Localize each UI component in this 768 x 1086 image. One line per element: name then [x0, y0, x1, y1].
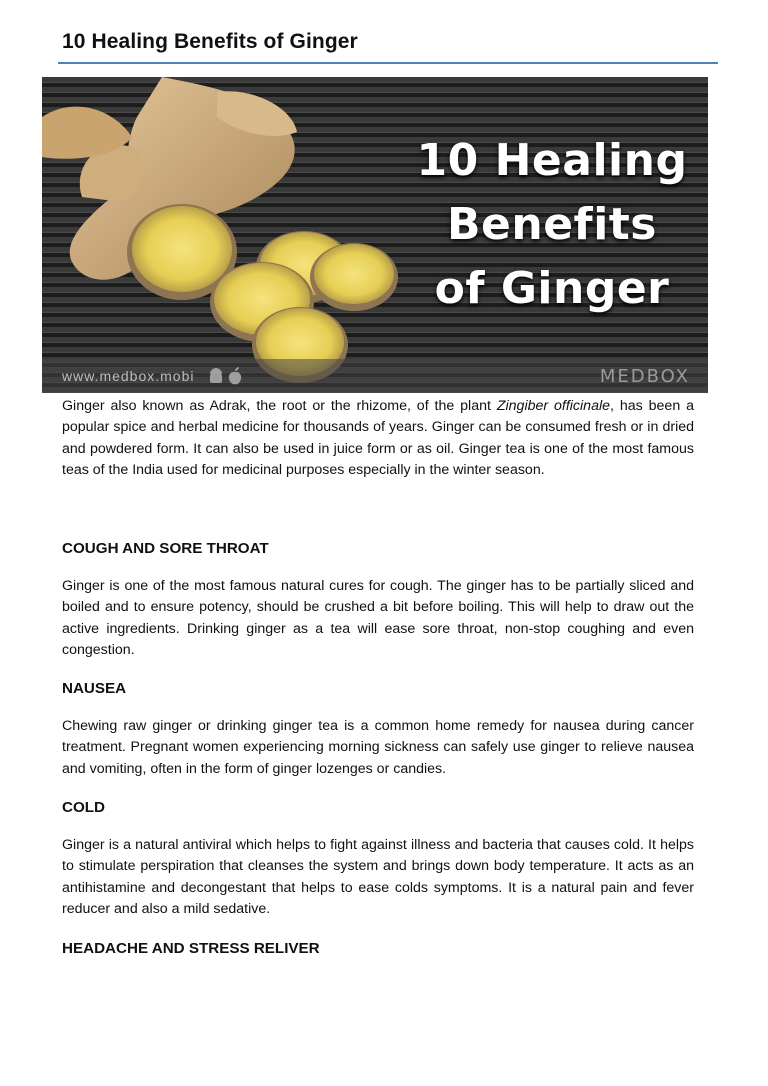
hero-title [402, 129, 702, 321]
section-heading: COUGH AND SORE THROAT [62, 540, 269, 557]
intro-paragraph [62, 396, 694, 481]
site-url: www.medbox.mobi [62, 368, 195, 384]
section-heading: HEADACHE AND STRESS RELIVER [62, 940, 320, 957]
apple-icon [229, 367, 241, 384]
section-body: Ginger is a natural antiviral which helps to fight against illness and bacteria that causes cold. It helps to stimulate perspiration that cleanses the system and brings down body temperature. It acts as an antihistamine and decongestant that helps to ease colds symptoms. It is a natural pain and fever reducer and also a mild sedative. [62, 837, 694, 917]
hero-title-line: of Ginger [434, 263, 670, 314]
intro-text-start: Ginger also known as Adrak, the root or the rhizome, of the plant [62, 398, 497, 414]
hero-footer-strip [42, 359, 708, 393]
page-title: 10 Healing Benefits of Ginger [62, 30, 358, 53]
section-heading: NAUSEA [62, 680, 127, 697]
hero-title-line: Benefits [447, 199, 657, 250]
title-underline [58, 62, 718, 64]
section-body: Ginger is one of the most famous natural cures for cough. The ginger has to be partially sliced and boiled and to ensure potency, should be crushed a bit before boiling. This will help to draw out the active ingredients. Drinking ginger as a tea will ease sore throat, non-stop coughing and even congestion. [62, 578, 694, 658]
hero-image [42, 77, 708, 393]
intro-text-end: , has been a popular spice and herbal medicine for thousands of years. Ginger can be consumed fresh or in dried and powdered form. It can also be used in juice form or as oil. Ginger tea is one of the most famous teas of the India used for medicinal purposes especially in the winter season. [62, 398, 695, 478]
plant-name: Zingiber officinale [496, 398, 611, 414]
platform-icons [208, 366, 248, 386]
section-heading: COLD [62, 799, 106, 816]
hero-title-line: 10 Healing [416, 135, 688, 186]
section-body: Chewing raw ginger or drinking ginger tea is a common home remedy for nausea during cancer treatment. Pregnant women experiencing morning sickness can safely use ginger to relieve nausea and vomiting, often in the form of ginger lozenges or candies. [62, 718, 694, 777]
brand-logo: MEDBOX [599, 366, 690, 387]
android-icon [210, 368, 222, 383]
